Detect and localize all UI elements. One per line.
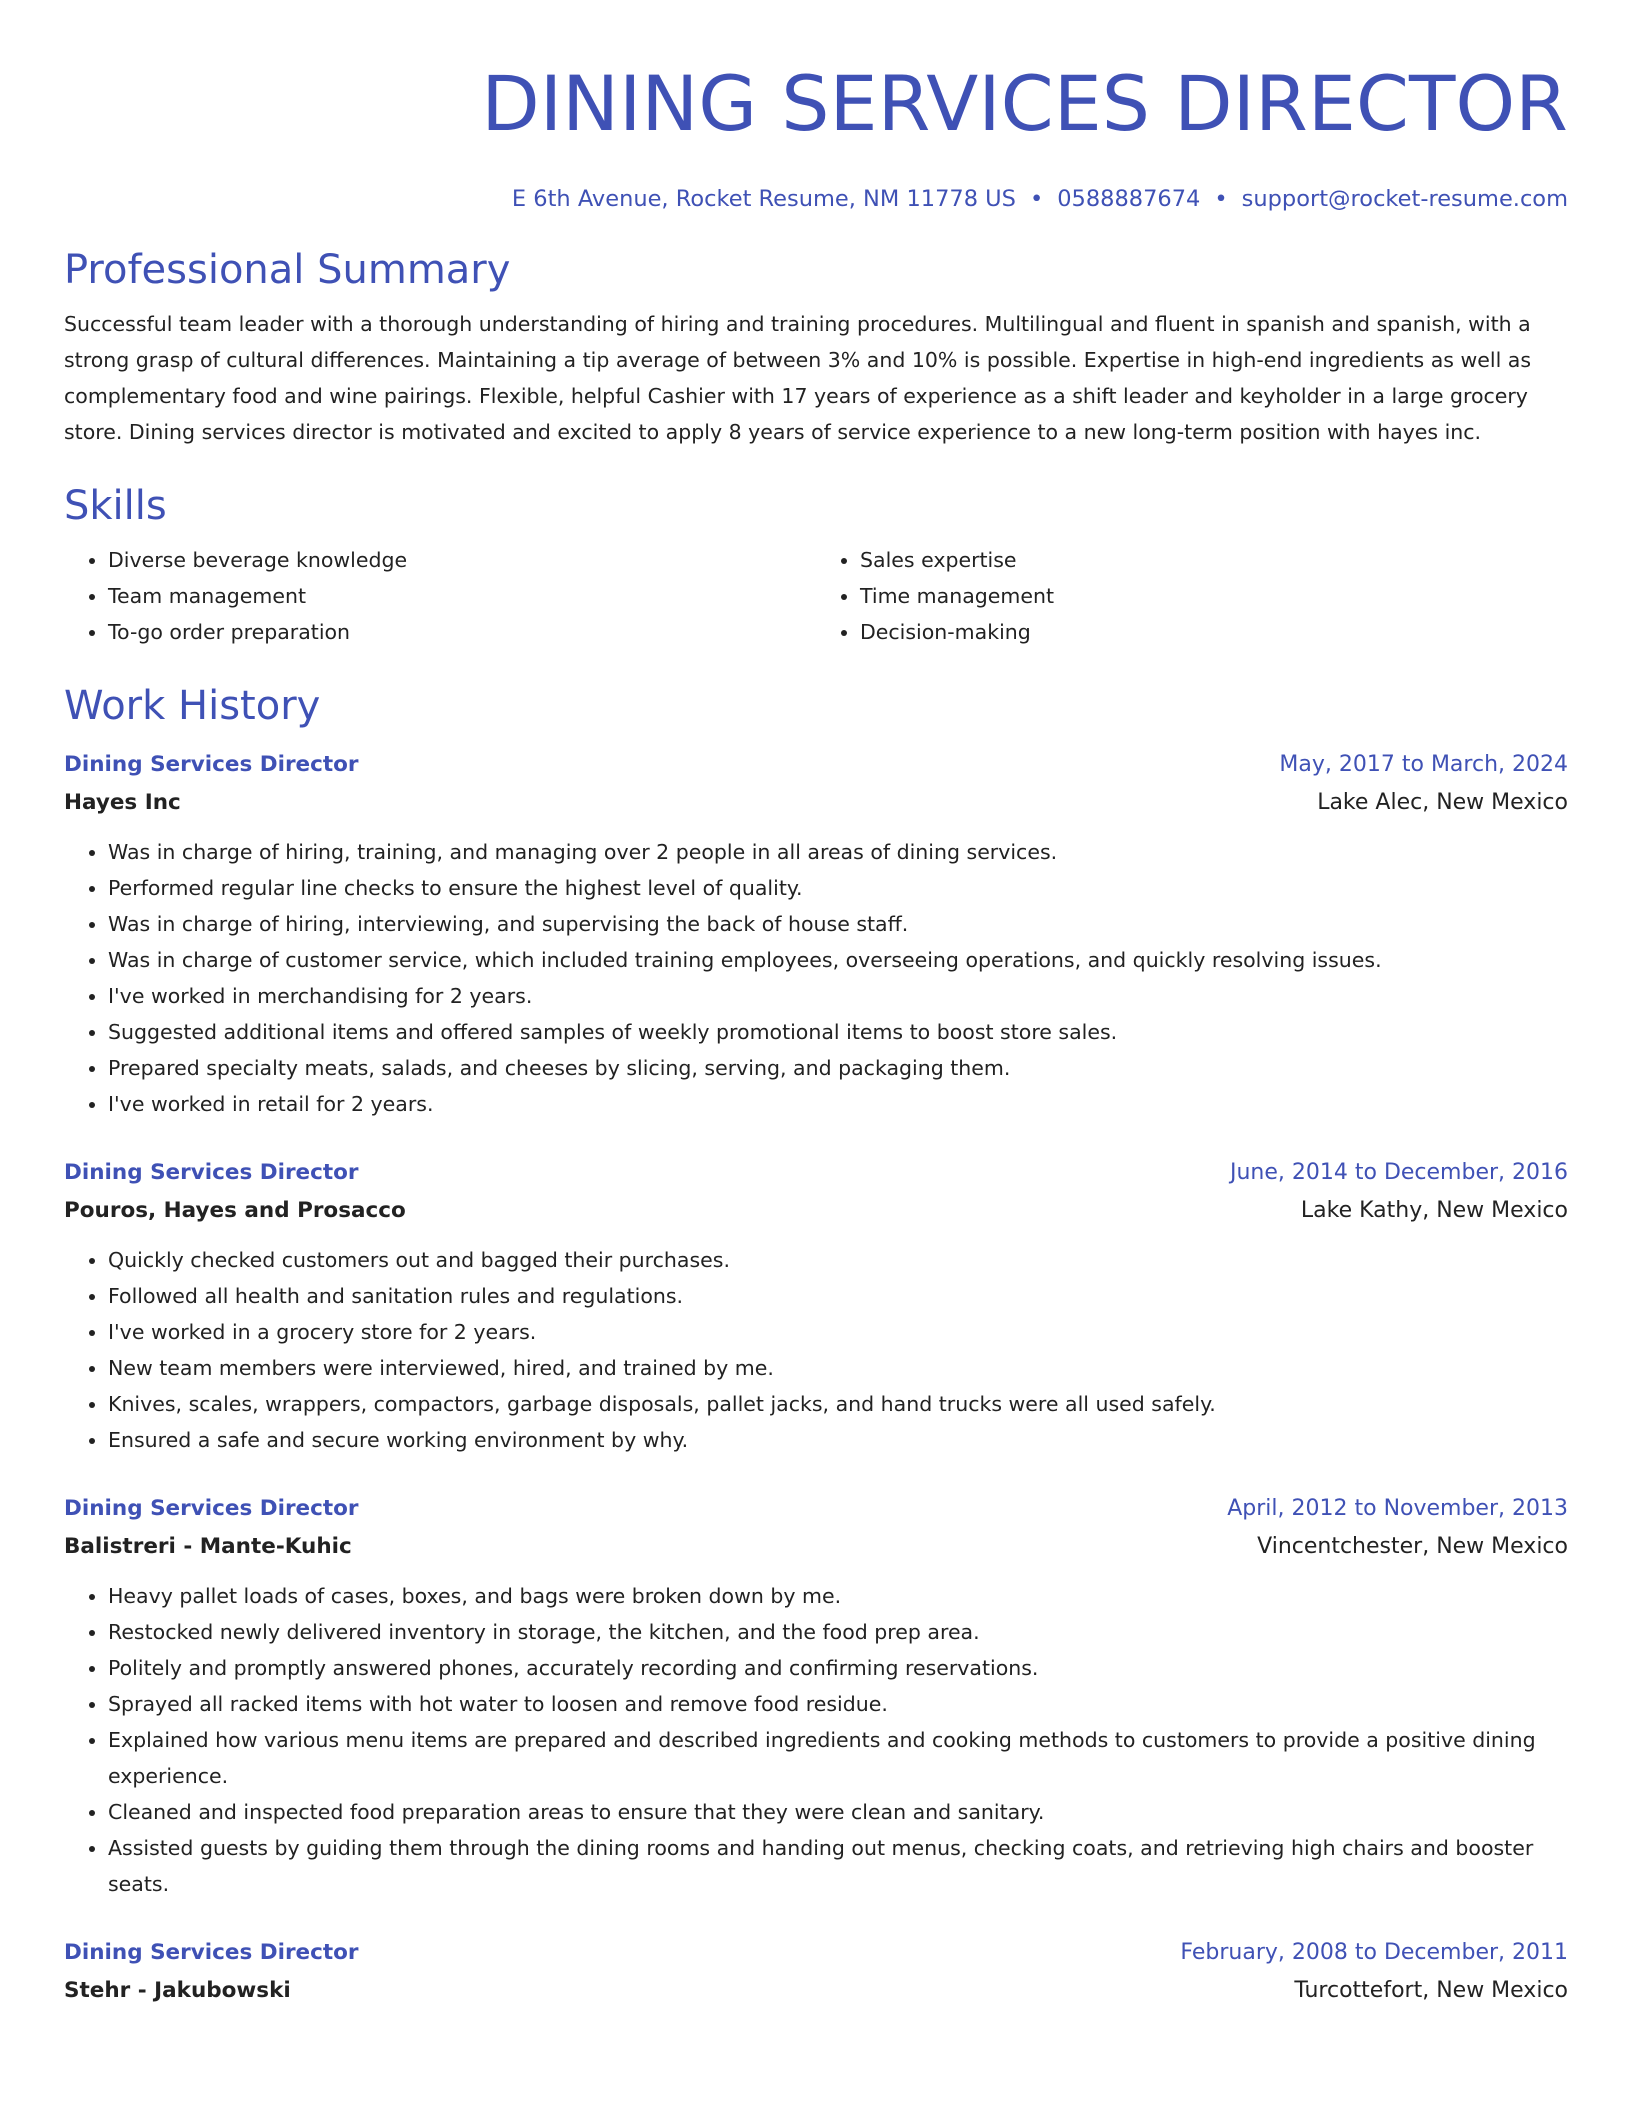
job-bullet: • New team members were interviewed, hired, and trained by me.: [108, 1350, 1568, 1386]
job-bullet: • I've worked in a grocery store for 2 years.: [108, 1314, 1568, 1350]
job-bullet: • Was in charge of customer service, which included training employees, overseeing operations, and quickly resolving issues.: [108, 942, 1568, 978]
job-company: Stehr - Jakubowski: [64, 1978, 291, 2003]
job-entry: [64, 1934, 1568, 2010]
job-location: Vincentchester, New Mexico: [1257, 1534, 1568, 1559]
job-bullet: • Was in charge of hiring, interviewing, and supervising the back of house staff.: [108, 906, 1568, 942]
work-history-heading: Work History: [64, 683, 321, 729]
contact-separator: •: [1214, 186, 1228, 212]
job-company: Balistreri - Mante-Kuhic: [64, 1534, 352, 1559]
job-bullet: • Sprayed all racked items with hot water to loosen and remove food residue.: [108, 1686, 1568, 1722]
job-bullets: [64, 1578, 1568, 1902]
job-entry: [64, 1154, 1568, 1458]
contact-line: [64, 184, 1568, 214]
job-location: Lake Kathy, New Mexico: [1300, 1198, 1568, 1223]
skill-item: • Diverse beverage knowledge: [108, 542, 816, 578]
job-title-row: [64, 746, 1568, 784]
job-bullets: [64, 834, 1568, 1122]
job-bullet: • Explained how various menu items are prepared and described ingredients and cooking methods to customers to provide a positive dining experience.: [108, 1722, 1568, 1794]
resume-name: DINING SERVICES DIRECTOR: [481, 59, 1568, 148]
job-dates: May, 2017 to March, 2024: [1279, 752, 1568, 777]
skills-heading: Skills: [64, 483, 167, 529]
job-dates: April, 2012 to November, 2013: [1227, 1496, 1568, 1521]
job-dates: February, 2008 to December, 2011: [1180, 1940, 1568, 1965]
job-bullet: • Prepared specialty meats, salads, and cheeses by slicing, serving, and packaging them.: [108, 1050, 1568, 1086]
job-title-row: [64, 1934, 1568, 1972]
skills-column-right: [816, 542, 1568, 650]
skill-item: • To-go order preparation: [108, 614, 816, 650]
contact-phone: 0588887674: [1057, 186, 1201, 212]
job-title-row: [64, 1154, 1568, 1192]
skill-item: • Time management: [860, 578, 1568, 614]
skill-item: • Decision-making: [860, 614, 1568, 650]
job-bullet: • Politely and promptly answered phones, accurately recording and confirming reservations.: [108, 1650, 1568, 1686]
skill-item: • Team management: [108, 578, 816, 614]
job-title: Dining Services Director: [64, 1160, 359, 1185]
job-bullet: • I've worked in retail for 2 years.: [108, 1086, 1568, 1122]
job-bullet: • Heavy pallet loads of cases, boxes, and bags were broken down by me.: [108, 1578, 1568, 1614]
contact-separator: •: [1029, 186, 1044, 212]
job-company: Pouros, Hayes and Prosacco: [64, 1198, 406, 1223]
job-location: Turcottefort, New Mexico: [1294, 1978, 1568, 2003]
job-bullet: • Assisted guests by guiding them through the dining rooms and handing out menus, checking coats, and retrieving high chairs and booster seats.: [108, 1830, 1568, 1902]
job-entry: [64, 746, 1568, 1122]
contact-email[interactable]: support@rocket-resume.com: [1241, 186, 1568, 212]
job-bullets: [64, 1242, 1568, 1458]
job-bullet: • Performed regular line checks to ensure the highest level of quality.: [108, 870, 1568, 906]
job-title-row: [64, 1490, 1568, 1528]
job-bullet: • Ensured a safe and secure working environment by why.: [108, 1422, 1568, 1458]
job-company-row: [64, 1972, 1568, 2010]
job-dates: June, 2014 to December, 2016: [1229, 1160, 1568, 1185]
skills-list: [64, 542, 1568, 650]
job-bullet: • Cleaned and inspected food preparation areas to ensure that they were clean and sanitary.: [108, 1794, 1568, 1830]
summary-heading: Professional Summary: [64, 247, 511, 293]
job-bullet: • Was in charge of hiring, training, and managing over 2 people in all areas of dining services.: [108, 834, 1568, 870]
job-location: Lake Alec, New Mexico: [1317, 790, 1568, 815]
job-bullet: • Restocked newly delivered inventory in storage, the kitchen, and the food prep area.: [108, 1614, 1568, 1650]
skill-item: • Sales expertise: [860, 542, 1568, 578]
job-bullet: • I've worked in merchandising for 2 years.: [108, 978, 1568, 1014]
summary-text: Successful team leader with a thorough understanding of hiring and training procedures. Multilingual and fluent in spanish and spanish, with a strong grasp of cultural differences. Maintaining a tip average of between 3% and 10% is possible. Expertise in high-end ingredients as well as complementary food and wine pairings. Flexible, helpful Cashier with 17 years of experience as a shift leader and keyholder in a large grocery store. Dining services director is motivated and excited to apply 8 years of service experience to a new long-term position with hayes inc.: [64, 312, 1532, 444]
job-bullet: • Suggested additional items and offered samples of weekly promotional items to boost store sales.: [108, 1014, 1568, 1050]
skills-column-left: [64, 542, 816, 650]
job-company: Hayes Inc: [64, 790, 181, 815]
job-bullet: • Followed all health and sanitation rules and regulations.: [108, 1278, 1568, 1314]
job-company-row: [64, 1192, 1568, 1230]
job-bullet: • Quickly checked customers out and bagged their purchases.: [108, 1242, 1568, 1278]
job-title: Dining Services Director: [64, 1940, 359, 1965]
job-title: Dining Services Director: [64, 752, 359, 777]
job-entry: [64, 1490, 1568, 1902]
job-bullet: • Knives, scales, wrappers, compactors, garbage disposals, pallet jacks, and hand trucks were all used safely.: [108, 1386, 1568, 1422]
contact-address: E 6th Avenue, Rocket Resume, NM 11778 US: [511, 186, 1016, 212]
job-title: Dining Services Director: [64, 1496, 359, 1521]
job-company-row: [64, 1528, 1568, 1566]
job-company-row: [64, 784, 1568, 822]
resume-header: [64, 0, 1568, 214]
